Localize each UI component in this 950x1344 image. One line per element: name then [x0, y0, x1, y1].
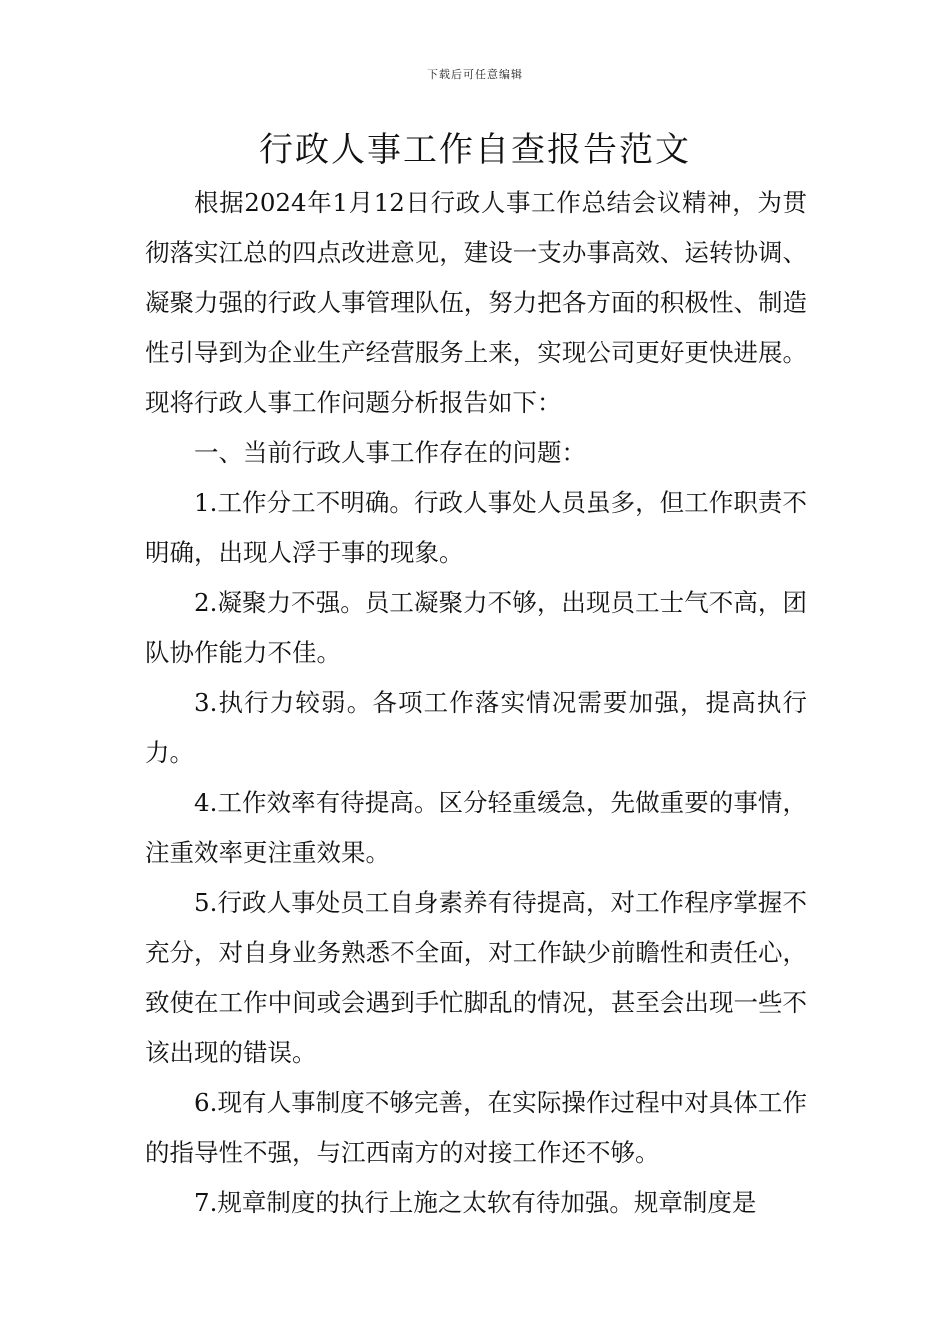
list-item-3: 3.执行力较弱。各项工作落实情况需要加强，提高执行力。: [145, 688, 807, 767]
list-item-7: 7.规章制度的执行上施之太软有待加强。规章制度是: [194, 1188, 757, 1217]
header-note: 下载后可任意编辑: [427, 68, 523, 81]
section-heading-problems: 一、当前行政人事工作存在的问题：: [194, 438, 586, 467]
list-item-4: 4.工作效率有待提高。区分轻重缓急，先做重要的事情，注重效率更注重效果。: [145, 788, 807, 867]
list-item-6: 6.现有人事制度不够完善，在实际操作过程中对具体工作的指导性不强，与江西南方的对接工作还不够。: [145, 1088, 807, 1167]
list-item-5: 5.行政人事处员工自身素养有待提高，对工作程序掌握不充分，对自身业务熟悉不全面，对工作缺少前瞻性和责任心，致使在工作中间或会遇到手忙脚乱的情况，甚至会出现一些不该出现的错误。: [145, 888, 807, 1067]
document-title: 行政人事工作自查报告范文: [259, 130, 691, 170]
list-item-1: 1.工作分工不明确。行政人事处人员虽多，但工作职责不明确，出现人浮于事的现象。: [145, 488, 807, 567]
list-item-2: 2.凝聚力不强。员工凝聚力不够，出现员工士气不高，团队协作能力不佳。: [145, 588, 807, 667]
document-body: [145, 178, 807, 1228]
paragraph-intro: 根据2024年1月12日行政人事工作总结会议精神，为贯彻落实江总的四点改进意见，建设一支办事高效、运转协调、凝聚力强的行政人事管理队伍，努力把各方面的积极性、制造性引导到为企业生产经营服务上来，实现公司更好更快进展。现将行政人事工作问题分析报告如下：: [145, 188, 807, 417]
